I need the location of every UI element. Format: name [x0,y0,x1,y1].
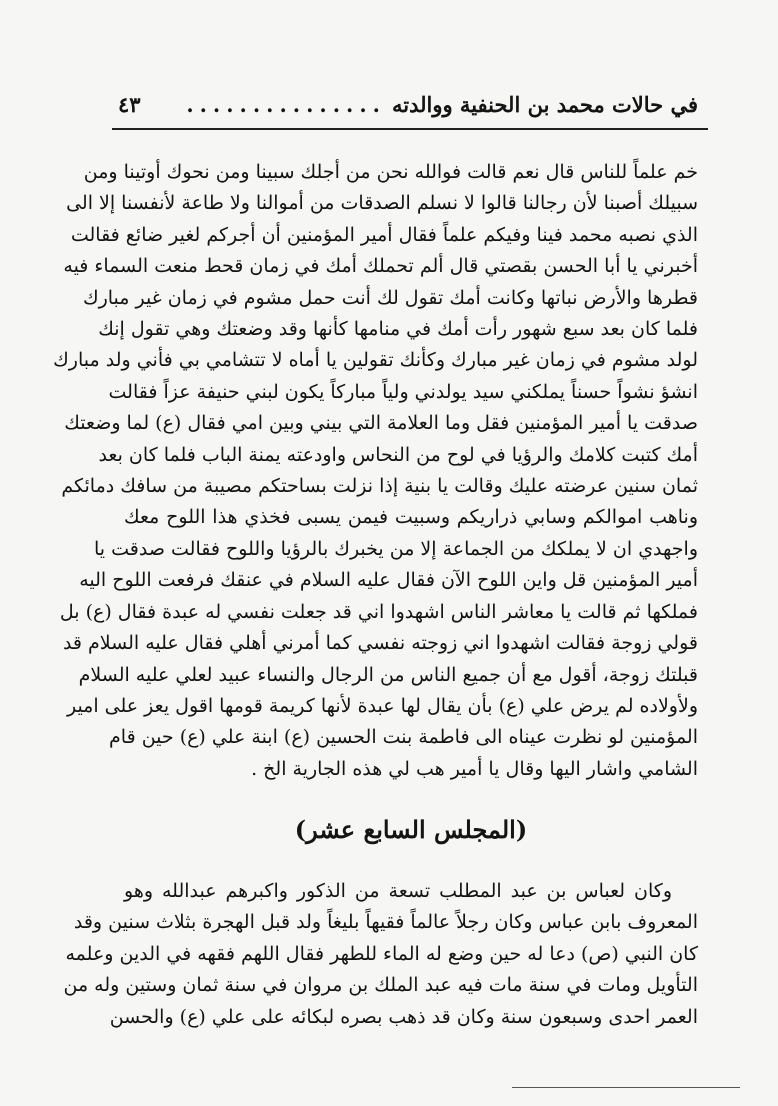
paragraph-2 [63,876,698,1033]
section-title: (المجلس السابع عشر) [294,815,528,844]
header-title: في حالات محمد بن الحنفية ووالدته [391,92,698,117]
paragraph-1 [53,157,698,785]
text-line: خم علماً للناس قال نعم قالت فوالله نحن من أجلك سبينا ومن نحوك أوتينا ومن [83,161,698,183]
text-line: فلما كان بعد سبع شهور رأت أمك في منامها كأنها وقد وضعتك وهي تقول إنك [98,318,698,341]
header-leader-dots: ............... [186,92,386,117]
text-line: العمر احدى وسبعون سنة وكان قد ذهب بصره لبكائه على علي (ع) والحسن [109,1005,698,1028]
text-line: فملكها ثم قالت يا معاشر الناس اشهدوا اني قد جعلت نفسي له عبدة فقال (ع) بل [59,600,698,623]
running-header [118,92,698,117]
text-line: وناهب اموالكم وسابي ذراريكم وسبيت فيمن يسبى فخذي هذا اللوح معك [124,506,698,529]
header-rule [112,128,708,130]
text-line: أمك كتبت كلامك والرؤيا في لوح من النحاس واودعته يمنة الباب فلما كان بعد [98,443,698,466]
text-line: أمير المؤمنين قل واين اللوح الآن فقال عليه السلام في عنقك فرفعت اللوح اليه [79,569,698,592]
text-line: سبيلك أصبنا لأن رجالنا قالوا لا نسلم الصدقات من أموالنا ولا طاعة لأنفسنا إلا الى [66,192,698,215]
text-line: التأويل ومات في سنة مات فيه عبد الملك بن مروان في سنة ثمان وستين وله من [63,974,698,997]
text-line: واجهدي ان لا يملكك من الجماعة إلا من يخبرك بالرؤيا واللوح فقالت صدقت يا [94,537,698,560]
text-line: الذي نصبه محمد فينا وفيكم علماً فقال أمير المؤمنين أن أجركم لغير ضائع فقالت [70,223,698,246]
text-line: كان النبي (ص) دعا له حين وضع له الماء للطهر فقال اللهم فقهه في الدين وعلمه [65,942,698,965]
text-line: أخبرني يا أبا الحسن بقصتي قال ألم تحملك أمك في زمان قحط منعت السماء فيه [63,255,698,278]
bottom-rule [512,1087,740,1088]
text-line: ولأولاده لم يرض علي (ع) بأن يقال لها عبدة لأنها كريمة قومها اقول يعز على امير [66,694,698,717]
text-line: قطرها والأرض نباتها وكانت أمك تقول لك أنت حمل مشوم في زمان غير مبارك [82,286,698,309]
text-line: وكان لعباس بن عبد المطلب تسعة من الذكور واكبرهم عبدالله وهو [124,880,672,902]
text-line: ثمان سنين عرضته عليك وقالت يا بنية إذا نزلت بساحتكم مصيبة من سافك دمائكم [61,475,698,498]
text-line: المعروف بابن عباس وكان رجلاً عالماً فقيهاً بليغاً ولد قبل الهجرة بثلاث سنين وقد [73,911,698,934]
text-line: الشامي واشار اليها وقال يا أمير هب لي هذه الجارية الخ . [251,757,698,780]
text-line: انشؤ نشواً حسناً يملكني سيد يولدني ولياً مباركاً يكون لبني حنيفة عزاً فقالت [108,380,698,403]
text-line: قبلتك زوجة، أقول مع أن جميع الناس من الرجال والنساء عبيد لعلي عليه السلام [78,663,698,686]
text-line: قولي زوجة فقالت اشهدوا اني زوجته نفسي كما أمرني أهلي فقال عليه السلام قد [62,632,698,655]
text-line: لولد مشوم في زمان غير مبارك وكأنك تقولين يا أماه لا تتشامي بي فأني ولد مبارك [53,349,698,372]
text-line: المؤمنين لو نظرت عيناه الى فاطمة بنت الحسين (ع) ابنة علي (ع) حين قام [109,726,698,749]
page-number: ٤٣ [118,92,141,117]
text-line: صدقت يا أمير المؤمنين فقل وما العلامة التي بيني وبين امي فقال (ع) لما وضعتك [64,412,698,435]
